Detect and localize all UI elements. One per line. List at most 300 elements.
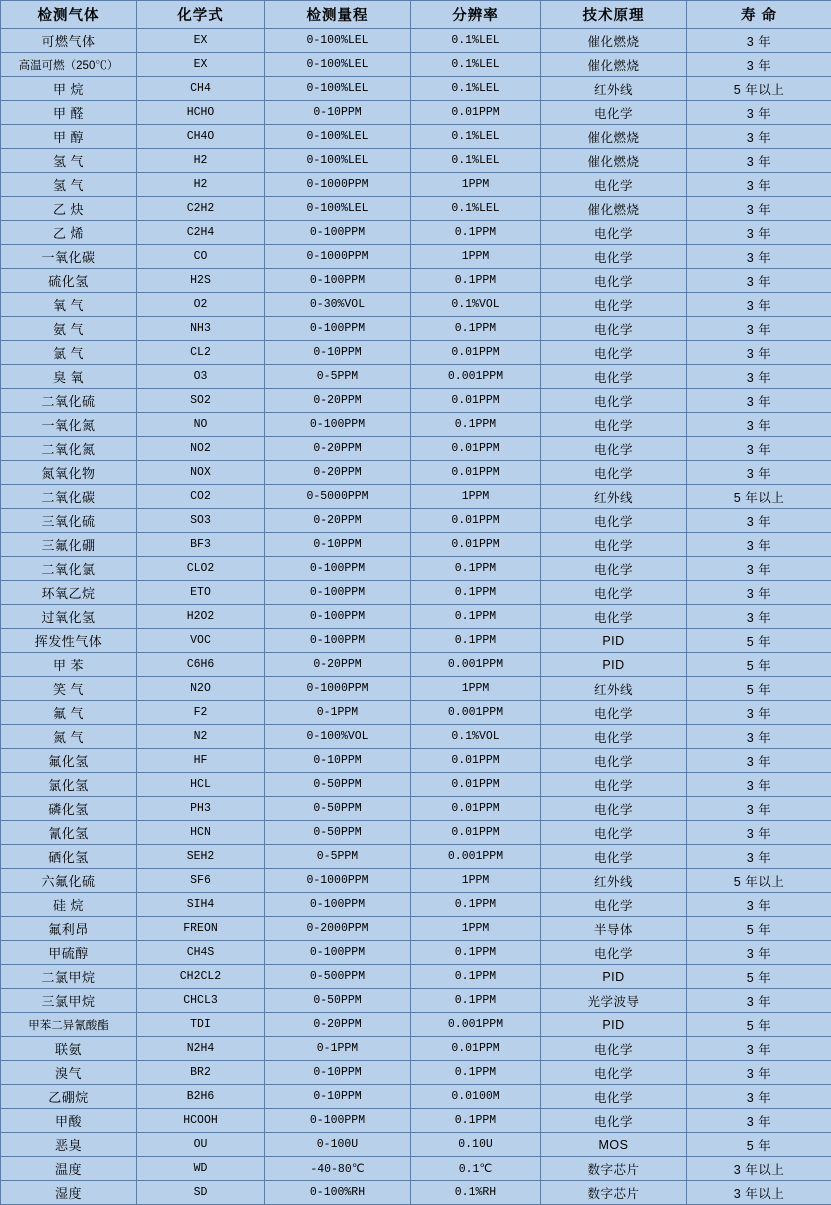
table-cell: H2 [137, 149, 265, 173]
table-header-row [1, 1, 831, 29]
table-cell: 0-100PPM [265, 941, 411, 965]
table-cell: SD [137, 1181, 265, 1205]
table-cell: 电化学 [541, 725, 687, 749]
table-cell: 0-100%LEL [265, 53, 411, 77]
table-cell: 3 年 [687, 173, 831, 197]
table-row [1, 845, 831, 869]
table-cell: 5 年 [687, 1133, 831, 1157]
table-cell: O3 [137, 365, 265, 389]
table-row [1, 389, 831, 413]
table-cell: 3 年 [687, 437, 831, 461]
table-cell: 0.1%LEL [411, 197, 541, 221]
table-cell: 0.10U [411, 1133, 541, 1157]
table-cell: 硒化氢 [1, 845, 137, 869]
table-cell: 催化燃烧 [541, 53, 687, 77]
table-row [1, 533, 831, 557]
table-cell: 0.1PPM [411, 221, 541, 245]
table-cell: BR2 [137, 1061, 265, 1085]
table-row [1, 317, 831, 341]
table-cell: 0.01PPM [411, 509, 541, 533]
table-cell: 红外线 [541, 77, 687, 101]
table-cell: 0-1PPM [265, 1037, 411, 1061]
table-row [1, 293, 831, 317]
table-cell: CO2 [137, 485, 265, 509]
column-header-principle: 技术原理 [541, 1, 687, 29]
table-cell: 3 年 [687, 221, 831, 245]
table-cell: 甲 烷 [1, 77, 137, 101]
table-cell: 乙硼烷 [1, 1085, 137, 1109]
table-cell: N2 [137, 725, 265, 749]
table-cell: 环氧乙烷 [1, 581, 137, 605]
table-cell: H2O2 [137, 605, 265, 629]
table-cell: 0-500PPM [265, 965, 411, 989]
table-cell: 1PPM [411, 485, 541, 509]
table-cell: 5 年以上 [687, 485, 831, 509]
table-cell: 3 年 [687, 101, 831, 125]
table-cell: 3 年以上 [687, 1157, 831, 1181]
table-cell: 二氧化氯 [1, 557, 137, 581]
table-cell: HF [137, 749, 265, 773]
table-cell: 0.001PPM [411, 845, 541, 869]
table-cell: 电化学 [541, 437, 687, 461]
table-row [1, 125, 831, 149]
table-cell: 联氨 [1, 1037, 137, 1061]
table-cell: 0-100PPM [265, 629, 411, 653]
table-cell: 氟利昂 [1, 917, 137, 941]
table-cell: PID [541, 965, 687, 989]
table-cell: 湿度 [1, 1181, 137, 1205]
table-cell: 0-100%VOL [265, 725, 411, 749]
table-row [1, 437, 831, 461]
column-header-range: 检测量程 [265, 1, 411, 29]
table-cell: 0-10PPM [265, 341, 411, 365]
table-cell: 0-100PPM [265, 221, 411, 245]
table-cell: VOC [137, 629, 265, 653]
table-cell: 0-20PPM [265, 461, 411, 485]
table-cell: N2H4 [137, 1037, 265, 1061]
table-cell: 3 年 [687, 941, 831, 965]
table-row [1, 1013, 831, 1037]
table-cell: 电化学 [541, 389, 687, 413]
table-cell: 0-100%LEL [265, 77, 411, 101]
table-cell: 3 年 [687, 245, 831, 269]
table-cell: SF6 [137, 869, 265, 893]
table-cell: 氟 气 [1, 701, 137, 725]
table-cell: 电化学 [541, 1085, 687, 1109]
table-row [1, 1061, 831, 1085]
table-cell: 0.001PPM [411, 365, 541, 389]
table-cell: 3 年 [687, 149, 831, 173]
table-cell: 磷化氢 [1, 797, 137, 821]
table-cell: 0.01PPM [411, 821, 541, 845]
table-cell: 0-50PPM [265, 989, 411, 1013]
table-cell: EX [137, 29, 265, 53]
table-cell: 硅 烷 [1, 893, 137, 917]
table-cell: 电化学 [541, 701, 687, 725]
table-cell: 电化学 [541, 293, 687, 317]
table-row [1, 749, 831, 773]
table-row [1, 173, 831, 197]
table-cell: C2H2 [137, 197, 265, 221]
table-cell: 0.01PPM [411, 437, 541, 461]
table-cell: SIH4 [137, 893, 265, 917]
table-cell: 0-20PPM [265, 437, 411, 461]
table-cell: 3 年 [687, 749, 831, 773]
table-cell: 电化学 [541, 101, 687, 125]
table-cell: 0-1PPM [265, 701, 411, 725]
table-cell: 3 年 [687, 365, 831, 389]
table-cell: 0-1000PPM [265, 173, 411, 197]
table-cell: C6H6 [137, 653, 265, 677]
table-cell: 1PPM [411, 869, 541, 893]
table-cell: N2O [137, 677, 265, 701]
table-row [1, 989, 831, 1013]
table-cell: 0-10PPM [265, 749, 411, 773]
table-cell: 氯化氢 [1, 773, 137, 797]
table-cell: OU [137, 1133, 265, 1157]
table-cell: O2 [137, 293, 265, 317]
table-cell: 甲 醇 [1, 125, 137, 149]
table-cell: 0-100PPM [265, 1109, 411, 1133]
table-cell: 0.01PPM [411, 797, 541, 821]
table-cell: 甲酸 [1, 1109, 137, 1133]
table-cell: 3 年 [687, 1061, 831, 1085]
table-cell: 0.01PPM [411, 749, 541, 773]
table-cell: 3 年 [687, 557, 831, 581]
table-cell: 3 年 [687, 533, 831, 557]
table-cell: 0-50PPM [265, 821, 411, 845]
table-cell: SO2 [137, 389, 265, 413]
table-cell: 溴气 [1, 1061, 137, 1085]
table-cell: PH3 [137, 797, 265, 821]
table-row [1, 773, 831, 797]
table-row [1, 365, 831, 389]
table-cell: SO3 [137, 509, 265, 533]
table-row [1, 29, 831, 53]
table-cell: H2S [137, 269, 265, 293]
table-cell: 3 年 [687, 29, 831, 53]
table-row [1, 965, 831, 989]
table-cell: 甲 苯 [1, 653, 137, 677]
table-cell: HCOOH [137, 1109, 265, 1133]
table-cell: 数字芯片 [541, 1157, 687, 1181]
table-cell: 乙 烯 [1, 221, 137, 245]
table-cell: 3 年 [687, 389, 831, 413]
table-cell: 0.1%LEL [411, 29, 541, 53]
table-cell: 3 年 [687, 461, 831, 485]
table-cell: NH3 [137, 317, 265, 341]
table-cell: BF3 [137, 533, 265, 557]
table-row [1, 245, 831, 269]
table-cell: 3 年 [687, 1085, 831, 1109]
table-cell: 0.01PPM [411, 341, 541, 365]
table-cell: 3 年 [687, 845, 831, 869]
table-cell: 5 年 [687, 965, 831, 989]
table-cell: HCL [137, 773, 265, 797]
table-cell: 0.1%VOL [411, 725, 541, 749]
table-cell: PID [541, 629, 687, 653]
table-row [1, 893, 831, 917]
table-row [1, 77, 831, 101]
table-cell: 0-50PPM [265, 797, 411, 821]
table-cell: 0.1PPM [411, 965, 541, 989]
table-cell: 0.1PPM [411, 1109, 541, 1133]
table-cell: 5 年 [687, 917, 831, 941]
table-cell: 3 年 [687, 413, 831, 437]
table-cell: 电化学 [541, 557, 687, 581]
table-cell: 三氧化硫 [1, 509, 137, 533]
table-row [1, 677, 831, 701]
table-cell: 0-50PPM [265, 773, 411, 797]
table-cell: B2H6 [137, 1085, 265, 1109]
table-cell: 0-10PPM [265, 101, 411, 125]
table-cell: 3 年 [687, 581, 831, 605]
table-cell: 5 年以上 [687, 77, 831, 101]
table-cell: 恶臭 [1, 1133, 137, 1157]
table-cell: 挥发性气体 [1, 629, 137, 653]
table-cell: CLO2 [137, 557, 265, 581]
table-cell: 0.1%VOL [411, 293, 541, 317]
table-cell: 0.1%LEL [411, 77, 541, 101]
table-row [1, 821, 831, 845]
table-cell: 电化学 [541, 365, 687, 389]
table-cell: 三氟化硼 [1, 533, 137, 557]
table-cell: 3 年 [687, 293, 831, 317]
table-row [1, 1181, 831, 1205]
table-cell: 0-30%VOL [265, 293, 411, 317]
table-row [1, 101, 831, 125]
table-cell: 过氧化氢 [1, 605, 137, 629]
table-cell: 0.1PPM [411, 941, 541, 965]
table-cell: 二氧化氮 [1, 437, 137, 461]
table-cell: 0.1PPM [411, 893, 541, 917]
table-cell: 电化学 [541, 245, 687, 269]
table-cell: 5 年 [687, 677, 831, 701]
table-cell: 六氟化硫 [1, 869, 137, 893]
table-cell: 1PPM [411, 245, 541, 269]
table-cell: HCN [137, 821, 265, 845]
table-cell: 3 年 [687, 317, 831, 341]
table-cell: 0.001PPM [411, 701, 541, 725]
table-row [1, 485, 831, 509]
table-cell: 0.1PPM [411, 317, 541, 341]
table-cell: 甲 醛 [1, 101, 137, 125]
table-cell: 氟化氢 [1, 749, 137, 773]
table-cell: 5 年 [687, 653, 831, 677]
table-cell: 3 年 [687, 893, 831, 917]
table-cell: 0.01PPM [411, 1037, 541, 1061]
table-cell: 0-10PPM [265, 1061, 411, 1085]
table-row [1, 869, 831, 893]
table-row [1, 917, 831, 941]
table-cell: 电化学 [541, 1037, 687, 1061]
table-cell: 3 年 [687, 989, 831, 1013]
table-row [1, 941, 831, 965]
table-cell: 二氧化碳 [1, 485, 137, 509]
column-header-gas: 检测气体 [1, 1, 137, 29]
table-cell: 0.01PPM [411, 533, 541, 557]
table-cell: 0-1000PPM [265, 869, 411, 893]
table-cell: EX [137, 53, 265, 77]
table-cell: 0-10PPM [265, 1085, 411, 1109]
table-cell: F2 [137, 701, 265, 725]
table-row [1, 413, 831, 437]
table-cell: TDI [137, 1013, 265, 1037]
table-cell: 0.1PPM [411, 557, 541, 581]
table-cell: CH4S [137, 941, 265, 965]
table-cell: 0-100PPM [265, 269, 411, 293]
table-cell: 0.1%LEL [411, 125, 541, 149]
table-cell: 5 年 [687, 629, 831, 653]
table-cell: 催化燃烧 [541, 125, 687, 149]
table-cell: 0.001PPM [411, 653, 541, 677]
table-cell: 氮氧化物 [1, 461, 137, 485]
table-cell: 0.1PPM [411, 605, 541, 629]
table-row [1, 725, 831, 749]
table-cell: 电化学 [541, 605, 687, 629]
table-cell: 0-100%LEL [265, 125, 411, 149]
table-cell: 甲硫醇 [1, 941, 137, 965]
table-cell: 光学波导 [541, 989, 687, 1013]
table-cell: 氮 气 [1, 725, 137, 749]
table-cell: 0.01PPM [411, 773, 541, 797]
table-row [1, 629, 831, 653]
table-cell: 0.1%RH [411, 1181, 541, 1205]
table-cell: 0-100PPM [265, 605, 411, 629]
table-cell: 电化学 [541, 581, 687, 605]
table-cell: 0-100%LEL [265, 29, 411, 53]
table-cell: 电化学 [541, 893, 687, 917]
table-cell: CHCL3 [137, 989, 265, 1013]
table-cell: 3 年以上 [687, 1181, 831, 1205]
table-cell: 可燃气体 [1, 29, 137, 53]
table-cell: 3 年 [687, 821, 831, 845]
table-cell: 3 年 [687, 701, 831, 725]
table-cell: 电化学 [541, 173, 687, 197]
table-cell: 0.01PPM [411, 101, 541, 125]
table-cell: PID [541, 1013, 687, 1037]
table-cell: 红外线 [541, 677, 687, 701]
table-cell: NO2 [137, 437, 265, 461]
table-cell: 0-1000PPM [265, 677, 411, 701]
table-row [1, 221, 831, 245]
table-cell: CH4 [137, 77, 265, 101]
table-cell: 氢 气 [1, 173, 137, 197]
table-cell: 0-100%RH [265, 1181, 411, 1205]
table-cell: 电化学 [541, 797, 687, 821]
table-cell: 0.1℃ [411, 1157, 541, 1181]
table-cell: NOX [137, 461, 265, 485]
table-row [1, 557, 831, 581]
table-row [1, 341, 831, 365]
table-cell: 0.1%LEL [411, 53, 541, 77]
table-cell: 一氧化氮 [1, 413, 137, 437]
table-row [1, 1109, 831, 1133]
table-cell: 0-100PPM [265, 557, 411, 581]
table-cell: SEH2 [137, 845, 265, 869]
table-cell: 甲苯二异氰酸酯 [1, 1013, 137, 1037]
table-cell: 3 年 [687, 125, 831, 149]
table-cell: 电化学 [541, 413, 687, 437]
table-cell: 电化学 [541, 821, 687, 845]
table-cell: 0.1%LEL [411, 149, 541, 173]
table-cell: 0.1PPM [411, 269, 541, 293]
table-cell: 5 年 [687, 1013, 831, 1037]
table-cell: 高温可燃（250℃） [1, 53, 137, 77]
table-cell: 电化学 [541, 773, 687, 797]
table-cell: 笑 气 [1, 677, 137, 701]
table-cell: 氰化氢 [1, 821, 137, 845]
table-cell: FREON [137, 917, 265, 941]
table-cell: CL2 [137, 341, 265, 365]
table-cell: 3 年 [687, 1037, 831, 1061]
table-cell: 电化学 [541, 749, 687, 773]
table-cell: 0.001PPM [411, 1013, 541, 1037]
table-cell: WD [137, 1157, 265, 1181]
table-cell: NO [137, 413, 265, 437]
table-row [1, 509, 831, 533]
table-cell: 0-100%LEL [265, 149, 411, 173]
table-cell: 电化学 [541, 341, 687, 365]
table-cell: 0-20PPM [265, 653, 411, 677]
table-cell: 3 年 [687, 725, 831, 749]
table-cell: H2 [137, 173, 265, 197]
column-header-formula: 化学式 [137, 1, 265, 29]
table-cell: HCHO [137, 101, 265, 125]
table-cell: 0.01PPM [411, 389, 541, 413]
table-cell: 0-100PPM [265, 413, 411, 437]
table-cell: 0-2000PPM [265, 917, 411, 941]
table-cell: 臭 氧 [1, 365, 137, 389]
table-cell: 电化学 [541, 269, 687, 293]
table-row [1, 461, 831, 485]
table-cell: 5 年以上 [687, 869, 831, 893]
table-cell: 0.0100M [411, 1085, 541, 1109]
table-row [1, 149, 831, 173]
table-cell: 0-5PPM [265, 845, 411, 869]
table-cell: 硫化氢 [1, 269, 137, 293]
table-cell: -40-80℃ [265, 1157, 411, 1181]
table-cell: 0-100%LEL [265, 197, 411, 221]
table-cell: ETO [137, 581, 265, 605]
table-cell: 0-1000PPM [265, 245, 411, 269]
table-cell: 一氧化碳 [1, 245, 137, 269]
table-cell: CH2CL2 [137, 965, 265, 989]
table-cell: 氯 气 [1, 341, 137, 365]
table-row [1, 797, 831, 821]
table-cell: 1PPM [411, 677, 541, 701]
table-cell: 数字芯片 [541, 1181, 687, 1205]
table-cell: 电化学 [541, 221, 687, 245]
table-cell: 0-5PPM [265, 365, 411, 389]
table-cell: 0-100PPM [265, 893, 411, 917]
table-cell: 催化燃烧 [541, 149, 687, 173]
table-cell: 电化学 [541, 1109, 687, 1133]
table-cell: 电化学 [541, 317, 687, 341]
table-cell: 温度 [1, 1157, 137, 1181]
table-cell: 3 年 [687, 53, 831, 77]
table-cell: 电化学 [541, 533, 687, 557]
column-header-lifetime: 寿 命 [687, 1, 831, 29]
table-cell: 氨 气 [1, 317, 137, 341]
table-cell: 催化燃烧 [541, 197, 687, 221]
table-row [1, 1133, 831, 1157]
table-cell: 0-20PPM [265, 1013, 411, 1037]
table-cell: 催化燃烧 [541, 29, 687, 53]
table-row [1, 1157, 831, 1181]
table-cell: 1PPM [411, 917, 541, 941]
table-row [1, 1085, 831, 1109]
